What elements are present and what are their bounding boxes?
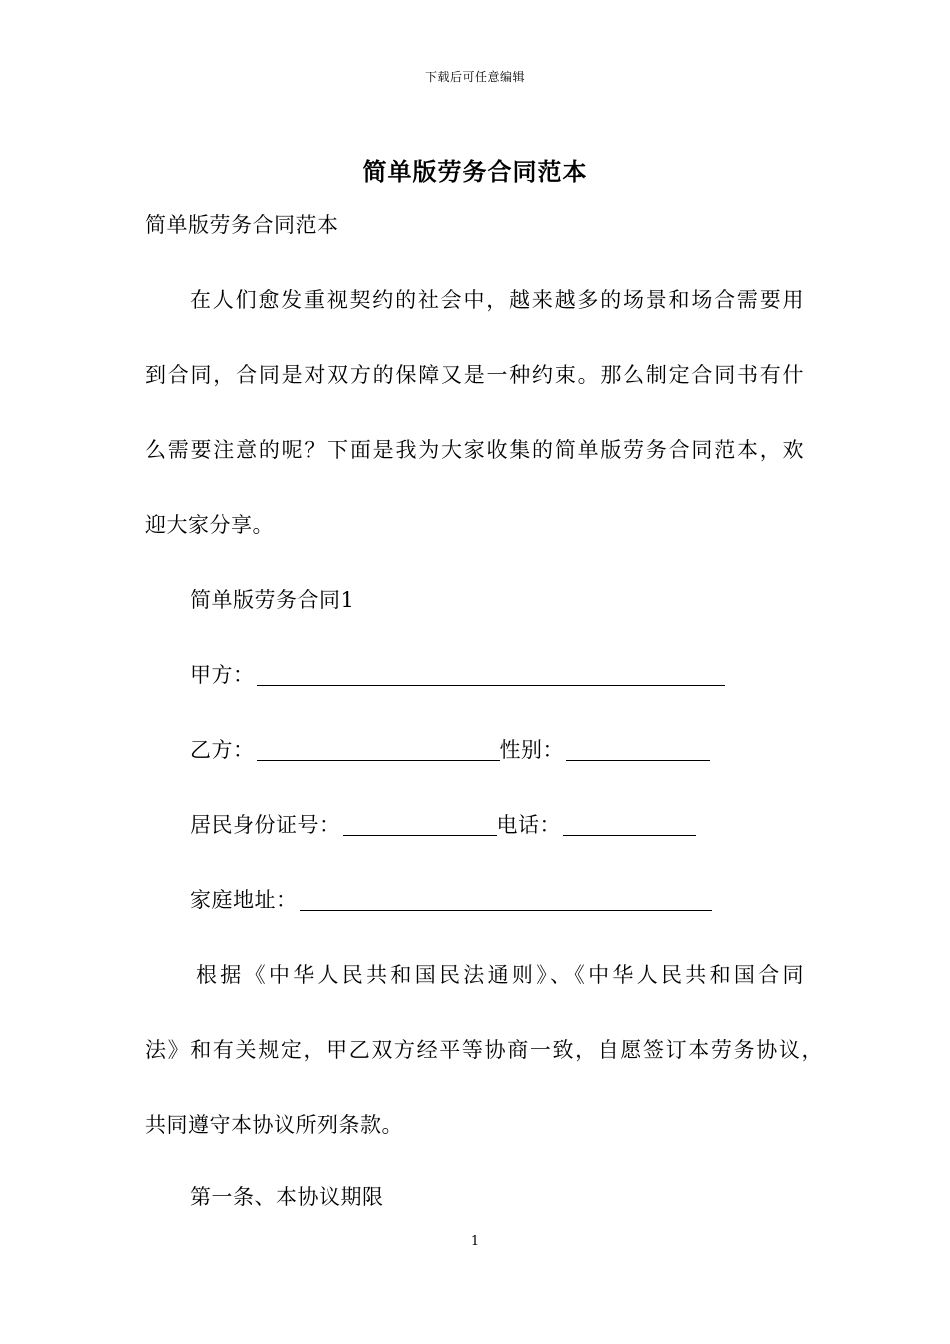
basis-line-2: 法》和有关规定，甲乙双方经平等协商一致，自愿签订本劳务协议， [145,1038,823,1062]
basis-line-1: 根据《中华人民共和国民法通则》、《中华人民共和国合同 [196,963,804,987]
address-label: 家庭地址： [190,888,298,912]
contract-heading: 简单版劳务合同1 [190,588,355,612]
id-number-blank [343,813,497,836]
id-number-label: 居民身份证号： [190,813,341,837]
gender-blank [566,738,710,761]
party-b-row [190,735,710,765]
intro-line-1: 在人们愈发重视契约的社会中，越来越多的场景和场合需要用 [190,288,804,312]
intro-line-4: 迎大家分享。 [145,513,274,537]
article-1-heading: 第一条、本协议期限 [190,1185,384,1209]
document-subtitle: 简单版劳务合同范本 [145,213,339,237]
basis-line-3: 共同遵守本协议所列条款。 [145,1113,403,1137]
address-row [190,885,712,915]
page-header: 下载后可任意编辑 [424,70,525,84]
party-b-blank [257,738,500,761]
id-phone-row [190,810,696,840]
phone-label: 电话： [496,813,561,837]
phone-blank [563,813,696,836]
document-title: 简单版劳务合同范本 [362,157,588,186]
page-number: 1 [470,1234,480,1249]
party-a-label: 甲方： [190,663,255,687]
party-b-label: 乙方： [190,738,255,762]
intro-line-3: 么需要注意的呢？下面是我为大家收集的简单版劳务合同范本，欢 [145,438,804,462]
party-a-row [190,660,725,690]
intro-line-2: 到合同，合同是对双方的保障又是一种约束。那么制定合同书有什 [145,363,804,387]
address-blank [300,888,712,911]
gender-label: 性别： [499,738,564,762]
party-a-blank [257,663,725,686]
